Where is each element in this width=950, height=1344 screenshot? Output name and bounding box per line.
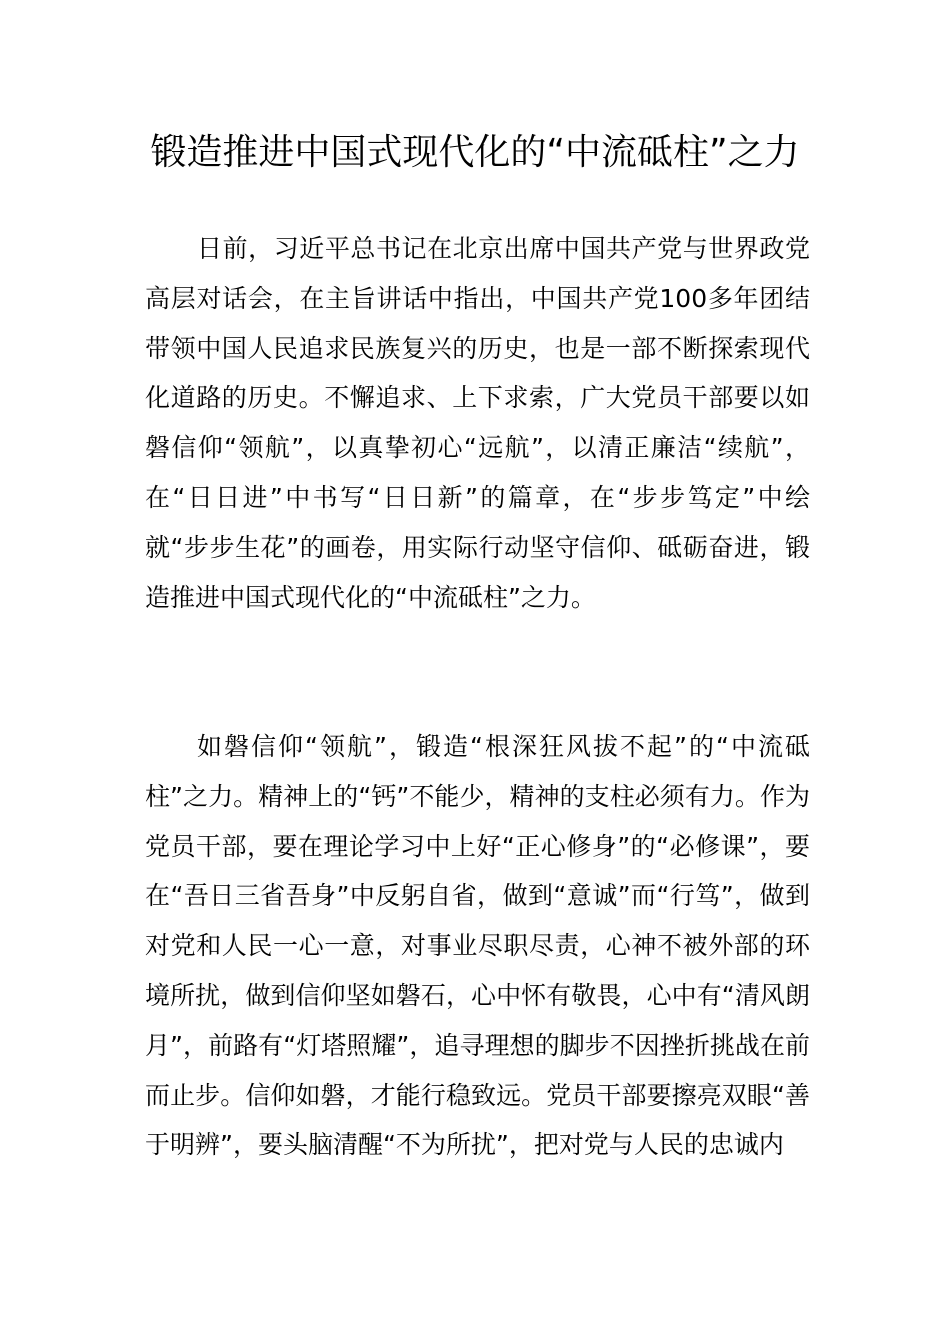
paragraph-faith-navigation: 如磐信仰“领航”，锻造“根深狂风拔不起”的“中流砥柱”之力。精神上的“钙”不能少，精神的支柱必须有力。作为党员干部，要在理论学习中上好“正心修身”的“必修课”，要在“吾日三省吾身”中反躬自省，做到“意诚”而“行笃”，做到对党和人民一心一意，对事业尽职尽责，心神不被外部的环境所扰，做到信仰坚如磐石，心中怀有敬畏，心中有“清风朗月”，前路有“灯塔照耀”，追寻理想的脚步不因挫折挑战在前而止步。信仰如磐，才能行稳致远。党员干部要擦亮双眼“善于明辨”，要头脑清醒“不为所扰”，把对党与人民的忠诚内 xyxy=(145,732,810,1160)
document-title: 锻造推进中国式现代化的“中流砥柱”之力 xyxy=(150,132,800,173)
paragraph-intro: 日前，习近平总书记在北京出席中国共产党与世界政党高层对话会，在主旨讲话中指出，中国共产党100多年团结带领中国人民追求民族复兴的历史，也是一部不断探索现代化道路的历史。不懈追求、上下求索，广大党员干部要以如磐信仰“领航”，以真挚初心“远航”，以清正廉洁“续航”，在“日日进”中书写“日日新”的篇章，在“步步笃定”中绘就“步步生花”的画卷，用实际行动坚守信仰、砥砺奋进，锻造推进中国式现代化的“中流砥柱”之力。 xyxy=(145,234,810,612)
